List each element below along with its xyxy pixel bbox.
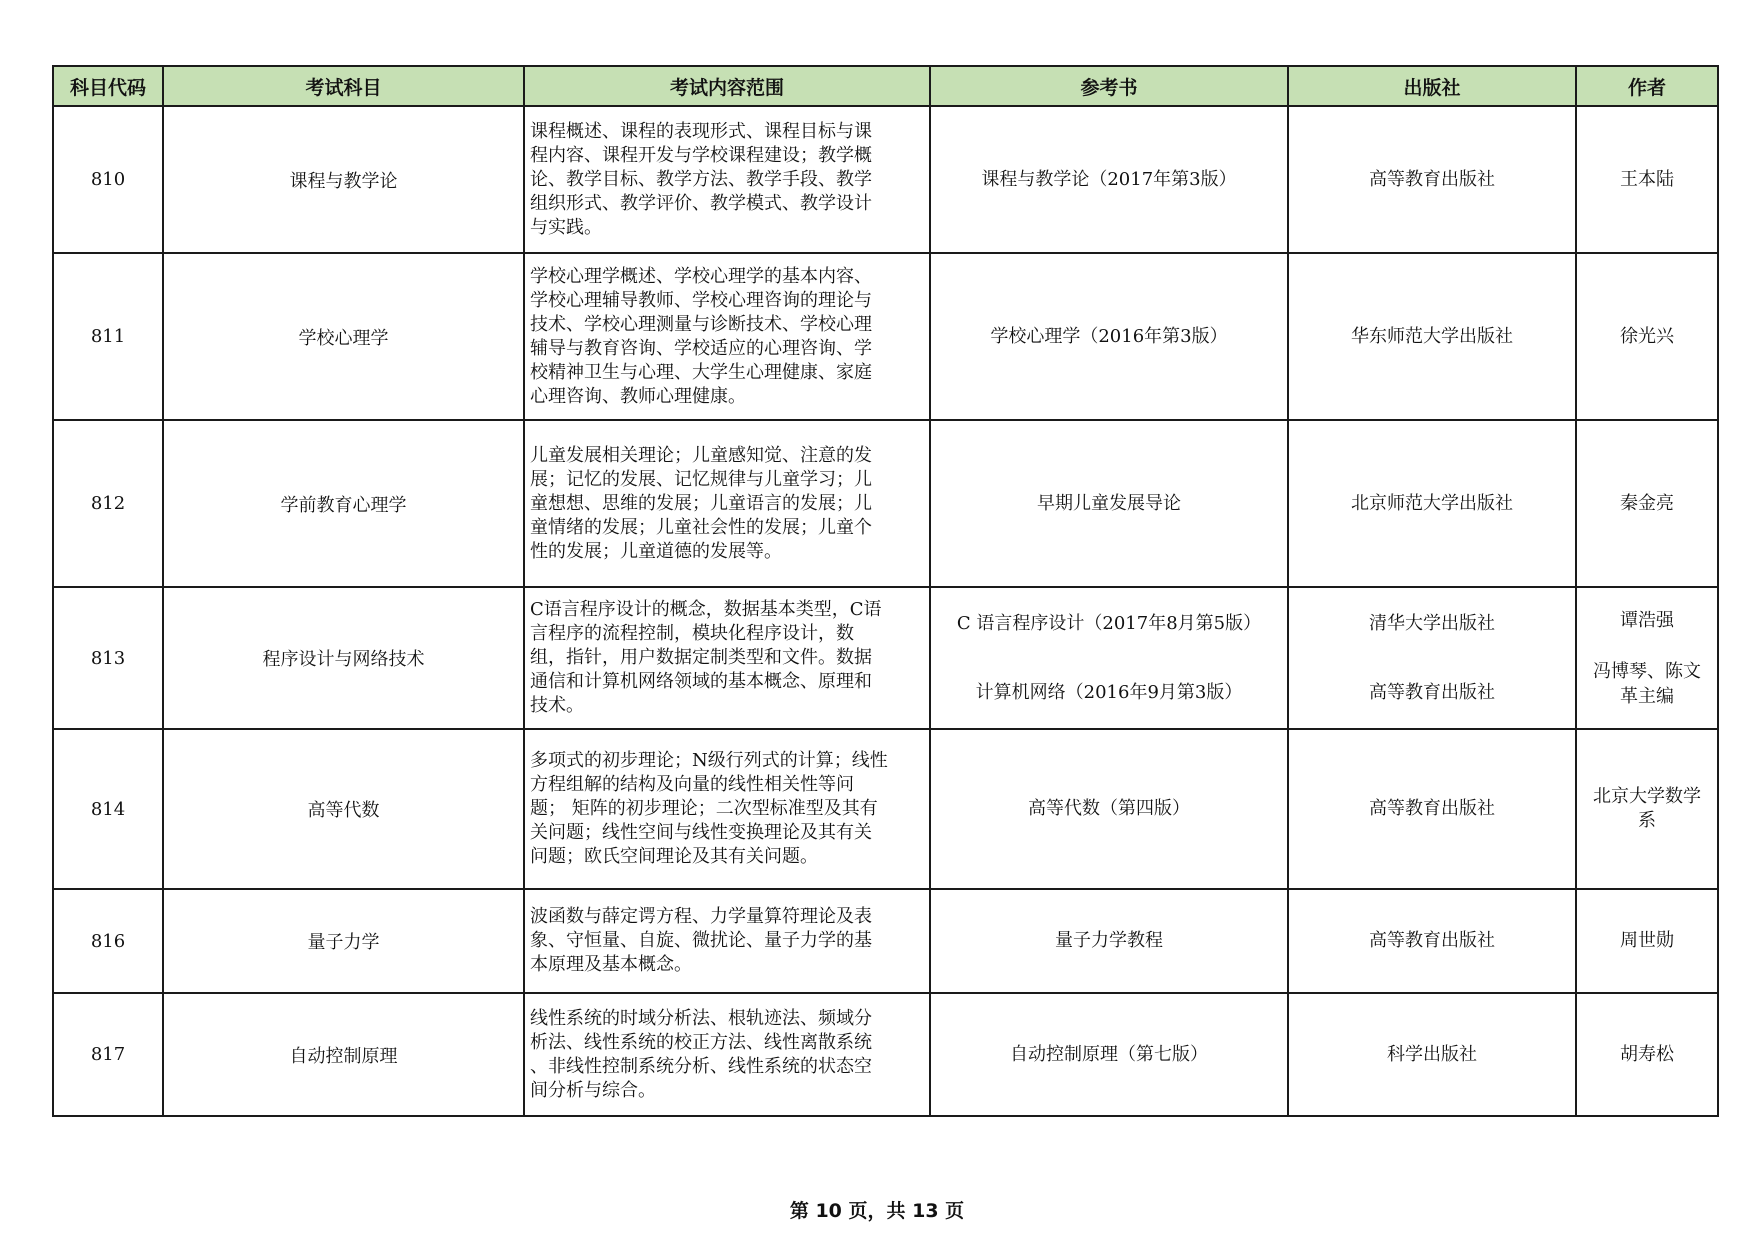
scope-line: 问题；欧氏空间理论及其有关问题。 bbox=[530, 846, 818, 867]
exam-scope-cell bbox=[524, 889, 930, 993]
scope-line: 技术、学校心理测量与诊断技术、学校心理 bbox=[530, 313, 872, 335]
scope-line: 课程概述、课程的表现形式、课程目标与课 bbox=[530, 120, 872, 142]
subject-code-cell: 814 bbox=[53, 729, 163, 889]
header-row bbox=[53, 66, 1718, 106]
subject-code-cell: 816 bbox=[53, 889, 163, 993]
author-cell bbox=[1576, 729, 1718, 889]
reference-book-cell bbox=[930, 729, 1288, 889]
reference-book-title: 量子力学教程 bbox=[1055, 930, 1163, 951]
exam-subject-cell: 学前教育心理学 bbox=[163, 420, 524, 587]
publisher-name: 高等教育出版社 bbox=[1369, 930, 1495, 951]
reference-book-title: 计算机网络（2016年9月第3版） bbox=[975, 681, 1243, 703]
scope-line: C语言程序设计的概念，数据基本类型，C语 bbox=[530, 599, 882, 620]
scope-line: 组，指针，用户数据定制类型和文件。数据 bbox=[530, 647, 872, 668]
scope-line: 波函数与薛定谔方程、力学量算符理论及表 bbox=[530, 906, 872, 927]
exam-scope-cell bbox=[524, 729, 930, 889]
scope-line: 组织形式、教学评价、教学模式、教学设计 bbox=[530, 192, 872, 214]
subject-code-cell: 810 bbox=[53, 106, 163, 253]
scope-line: 学校心理辅导教师、学校心理咨询的理论与 bbox=[530, 289, 872, 311]
scope-line: 童情绪的发展；儿童社会性的发展；儿童个 bbox=[530, 516, 872, 538]
entry-gap bbox=[931, 636, 1287, 681]
scope-line: 展；记忆的发展、记忆规律与儿童学习；儿 bbox=[530, 468, 872, 490]
author-cell bbox=[1576, 587, 1718, 729]
scope-line: 技术。 bbox=[530, 695, 584, 716]
header-publisher: 出版社 bbox=[1288, 66, 1576, 106]
author-name: 革主编 bbox=[1620, 685, 1674, 707]
author-cell bbox=[1576, 889, 1718, 993]
publisher-name: 高等教育出版社 bbox=[1369, 168, 1495, 190]
reference-book-cell bbox=[930, 253, 1288, 420]
exam-scope-cell bbox=[524, 993, 930, 1116]
header-subject-code: 科目代码 bbox=[53, 66, 163, 106]
scope-line: 心理咨询、教师心理健康。 bbox=[530, 385, 746, 407]
table-body bbox=[53, 106, 1718, 1116]
scope-line: 方程组解的结构及向量的线性相关性等问 bbox=[530, 774, 854, 795]
page-number: 第 10 页，共 13 页 bbox=[789, 1200, 965, 1222]
publisher-name: 高等教育出版社 bbox=[1369, 681, 1495, 703]
scope-line: 与实践。 bbox=[530, 216, 602, 238]
table-row bbox=[53, 889, 1718, 993]
publisher-name: 华东师范大学出版社 bbox=[1351, 325, 1513, 347]
scope-line: 程内容、课程开发与学校课程建设；教学概 bbox=[530, 144, 872, 166]
scope-line: 通信和计算机网络领域的基本概念、原理和 bbox=[530, 671, 872, 692]
scope-line: 线性系统的时域分析法、根轨迹法、频域分 bbox=[530, 1007, 872, 1029]
exam-subjects-table bbox=[52, 65, 1719, 1117]
author-name: 胡寿松 bbox=[1620, 1043, 1674, 1065]
publisher-name: 高等教育出版社 bbox=[1369, 798, 1495, 819]
reference-book-cell bbox=[930, 587, 1288, 729]
exam-subject-cell: 学校心理学 bbox=[163, 253, 524, 420]
scope-line: 多项式的初步理论；N级行列式的计算；线性 bbox=[530, 750, 888, 771]
entry-gap bbox=[1289, 636, 1575, 681]
author-cell bbox=[1576, 106, 1718, 253]
author-cell bbox=[1576, 420, 1718, 587]
scope-line: 儿童发展相关理论；儿童感知觉、注意的发 bbox=[530, 444, 872, 466]
table-row bbox=[53, 729, 1718, 889]
publisher-cell bbox=[1288, 253, 1576, 420]
publisher-cell bbox=[1288, 420, 1576, 587]
publisher-name: 科学出版社 bbox=[1387, 1043, 1477, 1065]
entry-gap bbox=[1577, 633, 1717, 659]
exam-subject-cell: 高等代数 bbox=[163, 729, 524, 889]
table-row bbox=[53, 106, 1718, 253]
publisher-cell bbox=[1288, 889, 1576, 993]
publisher-cell bbox=[1288, 993, 1576, 1116]
author-name: 徐光兴 bbox=[1620, 325, 1674, 347]
reference-book-cell bbox=[930, 993, 1288, 1116]
reference-book-title: 学校心理学（2016年第3版） bbox=[990, 325, 1228, 347]
table-row bbox=[53, 420, 1718, 587]
exam-subject-cell: 自动控制原理 bbox=[163, 993, 524, 1116]
scope-line: 间分析与综合。 bbox=[530, 1079, 656, 1101]
publisher-name: 清华大学出版社 bbox=[1369, 612, 1495, 634]
scope-line: 性的发展；儿童道德的发展等。 bbox=[530, 540, 782, 562]
scope-line: 题； 矩阵的初步理论；二次型标准型及其有 bbox=[530, 798, 878, 819]
author-name: 冯博琴、陈文 bbox=[1593, 660, 1701, 682]
author-name: 王本陆 bbox=[1620, 168, 1674, 190]
exam-scope-cell bbox=[524, 420, 930, 587]
header-exam-subject: 考试科目 bbox=[163, 66, 524, 106]
publisher-name: 北京师范大学出版社 bbox=[1351, 492, 1513, 514]
subject-code-cell: 812 bbox=[53, 420, 163, 587]
reference-book-cell bbox=[930, 420, 1288, 587]
exam-scope-cell bbox=[524, 106, 930, 253]
header-reference-book: 参考书 bbox=[930, 66, 1288, 106]
author-name: 谭浩强 bbox=[1620, 609, 1674, 631]
scope-line: 、非线性控制系统分析、线性系统的状态空 bbox=[530, 1055, 872, 1077]
exam-subject-cell: 程序设计与网络技术 bbox=[163, 587, 524, 729]
header-exam-scope: 考试内容范围 bbox=[524, 66, 930, 106]
table-row bbox=[53, 587, 1718, 729]
header-author: 作者 bbox=[1576, 66, 1718, 106]
author-name: 秦金亮 bbox=[1620, 492, 1674, 514]
scope-line: 童想想、思维的发展；儿童语言的发展；儿 bbox=[530, 492, 872, 514]
author-name: 周世勋 bbox=[1620, 930, 1674, 951]
reference-book-title: 课程与教学论（2017年第3版） bbox=[981, 168, 1237, 190]
reference-book-cell bbox=[930, 889, 1288, 993]
reference-book-title: C 语言程序设计（2017年8月第5版） bbox=[956, 612, 1262, 634]
scope-line: 关问题；线性空间与线性变换理论及其有关 bbox=[530, 822, 872, 843]
scope-line: 学校心理学概述、学校心理学的基本内容、 bbox=[530, 265, 872, 287]
table-row bbox=[53, 253, 1718, 420]
author-name: 北京大学数学 bbox=[1593, 786, 1701, 807]
exam-scope-cell bbox=[524, 587, 930, 729]
reference-book-title: 自动控制原理（第七版） bbox=[1010, 1043, 1208, 1065]
scope-line: 本原理及基本概念。 bbox=[530, 954, 692, 975]
reference-book-cell bbox=[930, 106, 1288, 253]
scope-line: 辅导与教育咨询、学校适应的心理咨询、学 bbox=[530, 337, 872, 359]
scope-line: 校精神卫生与心理、大学生心理健康、家庭 bbox=[530, 361, 872, 383]
author-name: 系 bbox=[1638, 810, 1656, 831]
reference-book-title: 早期儿童发展导论 bbox=[1037, 492, 1181, 514]
subject-code-cell: 817 bbox=[53, 993, 163, 1116]
scope-line: 言程序的流程控制，模块化程序设计，数 bbox=[530, 623, 854, 644]
table-row bbox=[53, 993, 1718, 1116]
publisher-cell bbox=[1288, 729, 1576, 889]
scope-line: 象、守恒量、自旋、微扰论、量子力学的基 bbox=[530, 930, 872, 951]
publisher-cell bbox=[1288, 587, 1576, 729]
subject-code-cell: 811 bbox=[53, 253, 163, 420]
exam-subject-cell: 课程与教学论 bbox=[163, 106, 524, 253]
author-cell bbox=[1576, 993, 1718, 1116]
reference-book-title: 高等代数（第四版） bbox=[1028, 798, 1190, 819]
author-cell bbox=[1576, 253, 1718, 420]
subject-code-cell: 813 bbox=[53, 587, 163, 729]
scope-line: 析法、线性系统的校正方法、线性离散系统 bbox=[530, 1031, 872, 1053]
publisher-cell bbox=[1288, 106, 1576, 253]
exam-subject-cell: 量子力学 bbox=[163, 889, 524, 993]
exam-scope-cell bbox=[524, 253, 930, 420]
scope-line: 论、教学目标、教学方法、教学手段、教学 bbox=[530, 168, 872, 190]
